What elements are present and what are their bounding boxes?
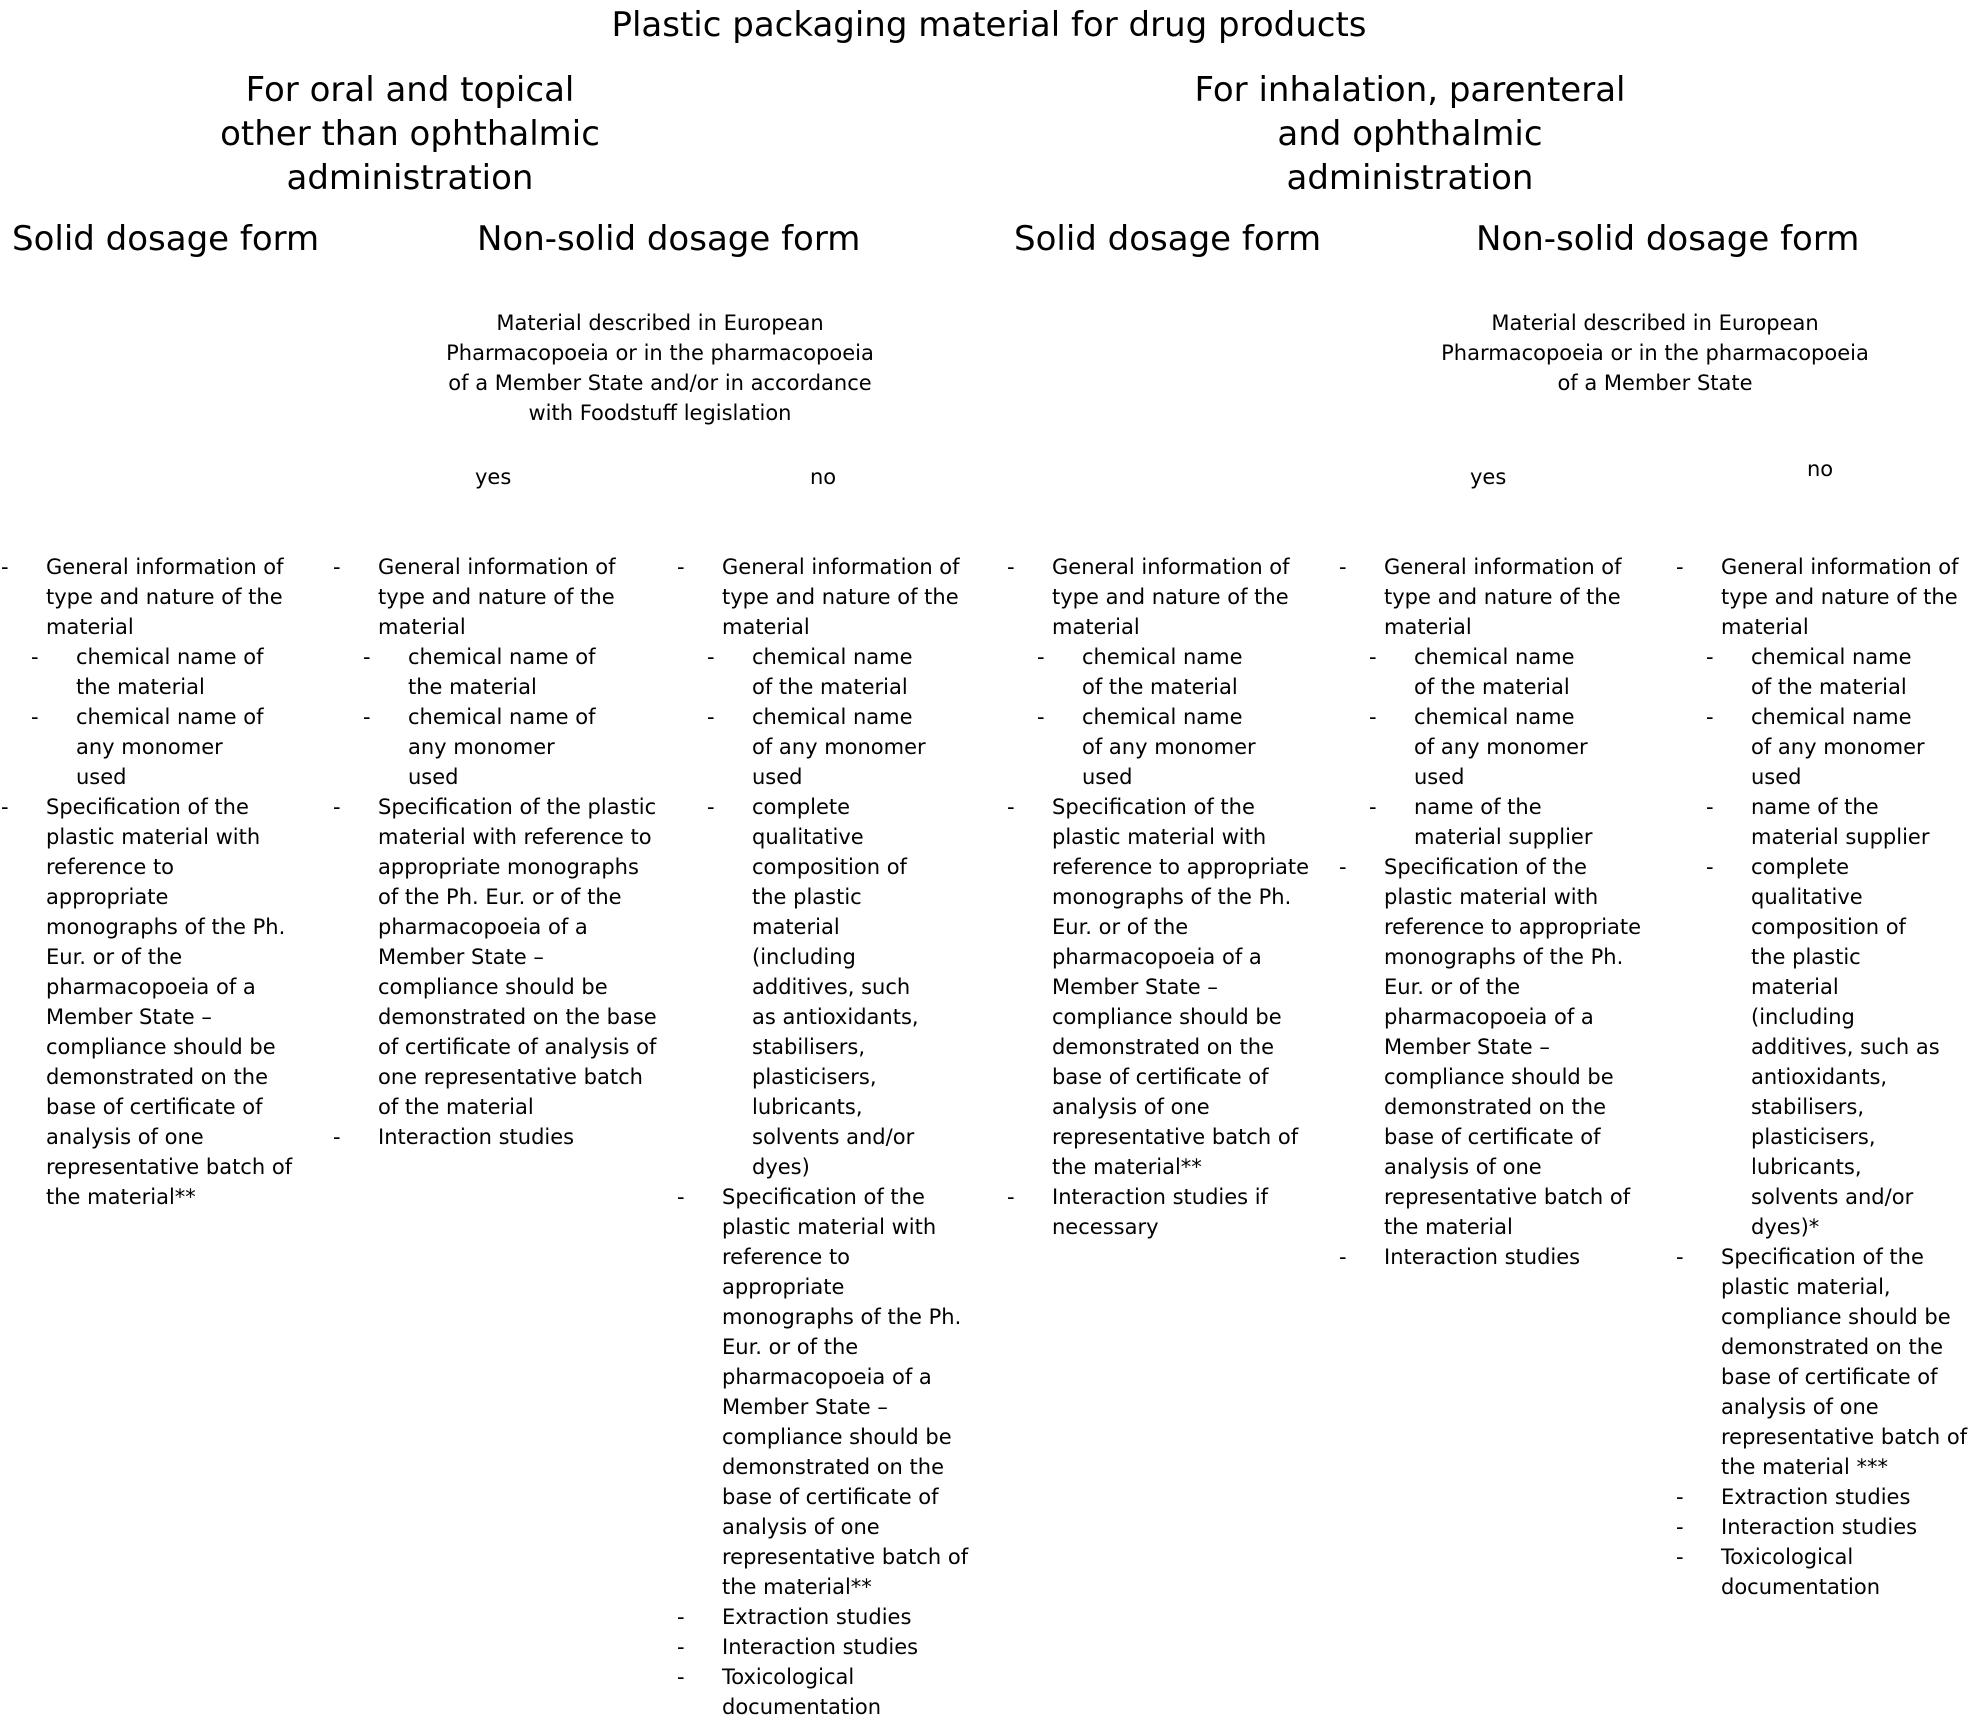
question-inhalation-nonsolid: Material described in European Pharmacopoeia or in the pharmacopoeia of a Member State bbox=[1441, 311, 1869, 395]
requirement-text: General information of type and nature of the material bbox=[378, 555, 616, 639]
requirement-item bbox=[333, 1122, 663, 1152]
requirement-item bbox=[1676, 1512, 1976, 1542]
requirement-subtext: chemical name of any monomer used bbox=[408, 705, 596, 789]
bullet-dash: - bbox=[1007, 795, 1015, 819]
requirements-column-oral-nonsolid-no bbox=[677, 552, 997, 1722]
requirement-subtext: chemical name of any monomer used bbox=[1082, 705, 1256, 789]
requirement-subitem bbox=[333, 642, 663, 702]
requirement-text: Interaction studies bbox=[378, 1125, 575, 1149]
requirement-subtext: chemical name of any monomer used bbox=[76, 705, 264, 789]
bullet-dash: - bbox=[1706, 645, 1714, 669]
bullet-dash: - bbox=[1369, 645, 1377, 669]
requirement-item bbox=[677, 1662, 997, 1722]
requirement-item bbox=[677, 552, 997, 642]
bullet-dash: - bbox=[333, 1125, 341, 1149]
form-nonsolid-inhalation: Non-solid dosage form bbox=[1476, 219, 1860, 259]
requirement-subitem bbox=[333, 702, 663, 792]
requirement-item bbox=[1339, 1242, 1659, 1272]
group-label: For inhalation, parenteral and ophthalmic administration bbox=[1194, 70, 1626, 198]
bullet-dash: - bbox=[1339, 855, 1347, 879]
requirements-column-inhalation-solid bbox=[1007, 552, 1327, 1242]
requirement-text: Specification of the plastic material with reference to appropriate monographs of the Ph. Eur. or of the pharmacopoeia of a Member State – compliance should be demonstrated on the base of certificate of analysis of one representative batch of the material** bbox=[1052, 795, 1310, 1179]
bullet-dash: - bbox=[1037, 705, 1045, 729]
bullet-dash: - bbox=[1007, 1185, 1015, 1209]
requirement-subtext: name of the material supplier bbox=[1414, 795, 1593, 849]
requirement-text: Specification of the plastic material with reference to appropriate monographs of the Ph. Eur. or of the pharmacopoeia of a Member State – compliance should be demonstrated on the base of certificate of analysis of one representative batch of the material bbox=[1384, 855, 1642, 1239]
requirement-text: Interaction studies bbox=[1721, 1515, 1918, 1539]
bullet-dash: - bbox=[363, 645, 371, 669]
requirements-column-oral-nonsolid-yes bbox=[333, 552, 663, 1152]
requirement-subtext: name of the material supplier bbox=[1751, 795, 1930, 849]
answer-no-inhalation: no bbox=[1807, 457, 1834, 481]
requirement-text: Toxicological documentation bbox=[722, 1665, 882, 1719]
bullet-dash: - bbox=[333, 555, 341, 579]
requirement-item bbox=[1007, 552, 1327, 642]
bullet-dash: - bbox=[677, 1665, 685, 1689]
bullet-dash: - bbox=[1369, 795, 1377, 819]
requirement-subitem bbox=[677, 792, 997, 1182]
requirement-text: Extraction studies bbox=[722, 1605, 912, 1629]
requirement-subitem bbox=[1676, 792, 1976, 852]
requirement-subtext: chemical name of the material bbox=[1082, 645, 1243, 699]
bullet-dash: - bbox=[363, 705, 371, 729]
requirements-column-inhalation-nonsolid-no bbox=[1676, 552, 1976, 1602]
bullet-dash: - bbox=[1676, 1515, 1684, 1539]
requirement-subtext: chemical name of the material bbox=[408, 645, 596, 699]
answer-yes-oral: yes bbox=[475, 465, 512, 489]
bullet-dash: - bbox=[1676, 555, 1684, 579]
requirement-subtext: chemical name of the material bbox=[1414, 645, 1575, 699]
requirement-item bbox=[1676, 1242, 1976, 1482]
requirement-item bbox=[1676, 1542, 1976, 1602]
bullet-dash: - bbox=[1007, 555, 1015, 579]
form-nonsolid-oral: Non-solid dosage form bbox=[477, 219, 861, 259]
answer-no-oral: no bbox=[810, 465, 837, 489]
requirement-item bbox=[1339, 552, 1659, 642]
requirement-text: General information of type and nature of the material bbox=[722, 555, 960, 639]
bullet-dash: - bbox=[707, 795, 715, 819]
requirement-text: General information of type and nature of the material bbox=[1721, 555, 1959, 639]
bullet-dash: - bbox=[1, 555, 9, 579]
bullet-dash: - bbox=[707, 645, 715, 669]
bullet-dash: - bbox=[31, 645, 39, 669]
requirement-text: Interaction studies bbox=[722, 1635, 919, 1659]
requirement-subitem bbox=[1007, 702, 1327, 792]
bullet-dash: - bbox=[1339, 1245, 1347, 1269]
requirement-item bbox=[1, 552, 301, 642]
requirement-subitem bbox=[1339, 792, 1659, 852]
requirement-subitem bbox=[1339, 702, 1659, 792]
bullet-dash: - bbox=[1676, 1485, 1684, 1509]
requirement-subitem bbox=[677, 642, 997, 702]
requirement-subitem bbox=[1339, 642, 1659, 702]
requirement-subtext: chemical name of any monomer used bbox=[1751, 705, 1925, 789]
requirement-item bbox=[1007, 1182, 1327, 1242]
bullet-dash: - bbox=[1037, 645, 1045, 669]
requirement-subtext: chemical name of the material bbox=[76, 645, 264, 699]
requirement-subtext: complete qualitative composition of the plastic material (including additives, such as antioxidants, stabilisers, plasticisers, lubricants, solvents and/or dyes) bbox=[752, 795, 919, 1179]
requirement-subitem bbox=[1676, 702, 1976, 792]
requirement-text: Toxicological documentation bbox=[1721, 1545, 1881, 1599]
requirement-item bbox=[1007, 792, 1327, 1182]
form-solid-oral: Solid dosage form bbox=[12, 219, 320, 259]
requirement-item bbox=[1676, 1482, 1976, 1512]
requirement-text: General information of type and nature of the material bbox=[1384, 555, 1622, 639]
bullet-dash: - bbox=[333, 795, 341, 819]
requirement-text: Specification of the plastic material with reference to appropriate monographs of the Ph. Eur. or of the pharmacopoeia of a Member State – compliance should be demonstrated on the base of certificate of analysis of one representative batch of the material bbox=[378, 795, 657, 1119]
requirement-subitem bbox=[1, 702, 301, 792]
requirement-subitem bbox=[1676, 642, 1976, 702]
requirement-subtext: chemical name of the material bbox=[1751, 645, 1912, 699]
bullet-dash: - bbox=[677, 555, 685, 579]
requirement-text: Interaction studies if necessary bbox=[1052, 1185, 1269, 1239]
bullet-dash: - bbox=[1339, 555, 1347, 579]
bullet-dash: - bbox=[707, 705, 715, 729]
diagram-title: Plastic packaging material for drug products bbox=[611, 5, 1367, 45]
requirement-item bbox=[1, 792, 301, 1212]
requirement-subitem bbox=[1, 642, 301, 702]
requirement-subtext: chemical name of any monomer used bbox=[1414, 705, 1588, 789]
bullet-dash: - bbox=[677, 1605, 685, 1629]
requirement-item bbox=[333, 552, 663, 642]
requirement-subitem bbox=[1676, 852, 1976, 1242]
bullet-dash: - bbox=[1706, 855, 1714, 879]
group-oral-topical bbox=[190, 68, 630, 200]
requirements-column-oral-solid bbox=[1, 552, 301, 1212]
bullet-dash: - bbox=[1706, 705, 1714, 729]
requirement-text: Interaction studies bbox=[1384, 1245, 1581, 1269]
requirement-item bbox=[1676, 552, 1976, 642]
requirement-item bbox=[677, 1602, 997, 1632]
requirement-text: General information of type and nature of the material bbox=[1052, 555, 1290, 639]
group-inhalation-parenteral bbox=[1140, 68, 1680, 200]
bullet-dash: - bbox=[1706, 795, 1714, 819]
requirement-subtext: complete qualitative composition of the plastic material (including additives, such as antioxidants, stabilisers, plasticisers, lubricants, solvents and/or dyes)* bbox=[1751, 855, 1940, 1239]
requirement-text: Extraction studies bbox=[1721, 1485, 1911, 1509]
bullet-dash: - bbox=[1, 795, 9, 819]
requirement-text: Specification of the plastic material with reference to appropriate monographs of the Ph. Eur. or of the pharmacopoeia of a Member State – compliance should be demonstrated on the base of certificate of analysis of one representative batch of the material** bbox=[722, 1185, 969, 1599]
answer-yes-inhalation: yes bbox=[1470, 465, 1507, 489]
bullet-dash: - bbox=[677, 1635, 685, 1659]
requirement-text: General information of type and nature of the material bbox=[46, 555, 284, 639]
requirement-item bbox=[333, 792, 663, 1122]
bullet-dash: - bbox=[1676, 1245, 1684, 1269]
requirement-text: Specification of the plastic material, compliance should be demonstrated on the base of certificate of analysis of one representative batch of the material *** bbox=[1721, 1245, 1968, 1479]
requirement-subitem bbox=[1007, 642, 1327, 702]
requirement-subtext: chemical name of the material bbox=[752, 645, 913, 699]
bullet-dash: - bbox=[1676, 1545, 1684, 1569]
requirement-item bbox=[677, 1632, 997, 1662]
requirement-item bbox=[677, 1182, 997, 1602]
bullet-dash: - bbox=[1369, 705, 1377, 729]
bullet-dash: - bbox=[677, 1185, 685, 1209]
requirement-subtext: chemical name of any monomer used bbox=[752, 705, 926, 789]
requirements-column-inhalation-nonsolid-yes bbox=[1339, 552, 1659, 1272]
requirement-item bbox=[1339, 852, 1659, 1242]
form-solid-inhalation: Solid dosage form bbox=[1014, 219, 1322, 259]
group-label: For oral and topical other than ophthalmic administration bbox=[220, 70, 600, 198]
question-oral-nonsolid: Material described in European Pharmacopoeia or in the pharmacopoeia of a Member State and/or in accordance with Foodstuff legislation bbox=[446, 311, 874, 425]
requirement-subitem bbox=[677, 702, 997, 792]
bullet-dash: - bbox=[31, 705, 39, 729]
requirement-text: Specification of the plastic material with reference to appropriate monographs of the Ph. Eur. or of the pharmacopoeia of a Member State – compliance should be demonstrated on the base of certificate of analysis of one representative batch of the material** bbox=[46, 795, 293, 1209]
